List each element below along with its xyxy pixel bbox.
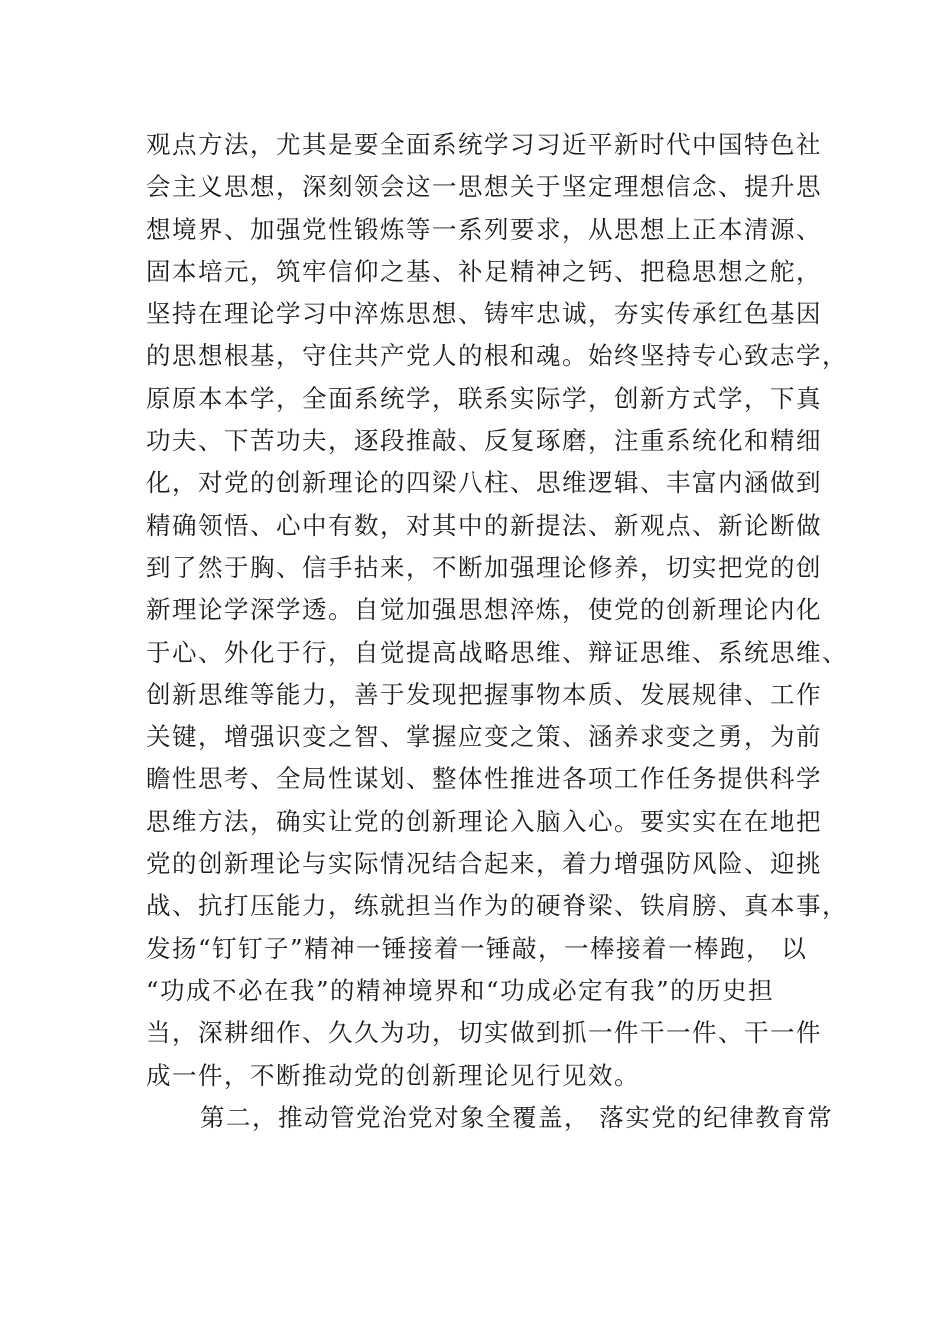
text-line: 固本培元，筑牢信仰之基、补足精神之钙、把稳思想之舵， — [146, 256, 822, 286]
text-line: 会主义思想，深刻领会这一思想关于坚定理想信念、提升思 — [146, 172, 822, 202]
text-line: 到了然于胸、信手拈来，不断加强理论修养，切实把党的创 — [146, 552, 822, 582]
text-line: 创新思维等能力，善于发现把握事物本质、发展规律、工作 — [146, 679, 822, 709]
text-line: 于心、外化于行，自觉提高战略思维、辩证思维、系统思维、 — [146, 637, 848, 667]
section-heading-line: 第二，推动管党治党对象全覆盖， 落实党的纪律教育常 — [200, 1102, 834, 1132]
text-line: 化，对党的创新理论的四梁八柱、思维逻辑、丰富内涵做到 — [146, 468, 822, 498]
text-line: 关键，增强识变之智、掌握应变之策、涵养求变之勇，为前 — [146, 722, 822, 752]
text-line: 精确领悟、心中有数，对其中的新提法、新观点、新论断做 — [146, 510, 822, 540]
text-line: 战、抗打压能力，练就担当作为的硬脊梁、铁肩膀、真本事， — [146, 891, 848, 921]
text-line: 党的创新理论与实际情况结合起来，着力增强防风险、迎挑 — [146, 849, 822, 879]
text-line: 发扬“钉钉子”精神一锤接着一锤敲，一棒接着一棒跑， 以 — [146, 933, 808, 963]
body-text — [146, 124, 848, 1139]
text-line: “功成不必在我”的精神境界和“功成必定有我”的历史担 — [146, 975, 775, 1005]
text-line: 原原本本学，全面系统学，联系实际学，创新方式学，下真 — [146, 383, 822, 413]
text-line: 当，深耕细作、久久为功，切实做到抓一件干一件、干一件 — [146, 1018, 822, 1048]
text-line: 观点方法，尤其是要全面系统学习习近平新时代中国特色社 — [146, 130, 822, 159]
text-line: 坚持在理论学习中淬炼思想、铸牢忠诚，夯实传承红色基因 — [146, 299, 822, 329]
text-line: 想境界、加强党性锻炼等一系列要求，从思想上正本清源、 — [146, 214, 822, 244]
text-line: 功夫、下苦功夫，逐段推敲、反复琢磨，注重系统化和精细 — [146, 426, 822, 456]
text-line: 的思想根基，守住共产党人的根和魂。始终坚持专心致志学， — [146, 341, 848, 371]
text-line: 新理论学深学透。自觉加强思想淬炼，使党的创新理论内化 — [146, 595, 822, 625]
text-line: 瞻性思考、全局性谋划、整体性推进各项工作任务提供科学 — [146, 764, 822, 794]
text-line: 成一件，不断推动党的创新理论见行见效。 — [146, 1060, 640, 1090]
text-line: 思维方法，确实让党的创新理论入脑入心。要实实在在地把 — [146, 806, 822, 836]
